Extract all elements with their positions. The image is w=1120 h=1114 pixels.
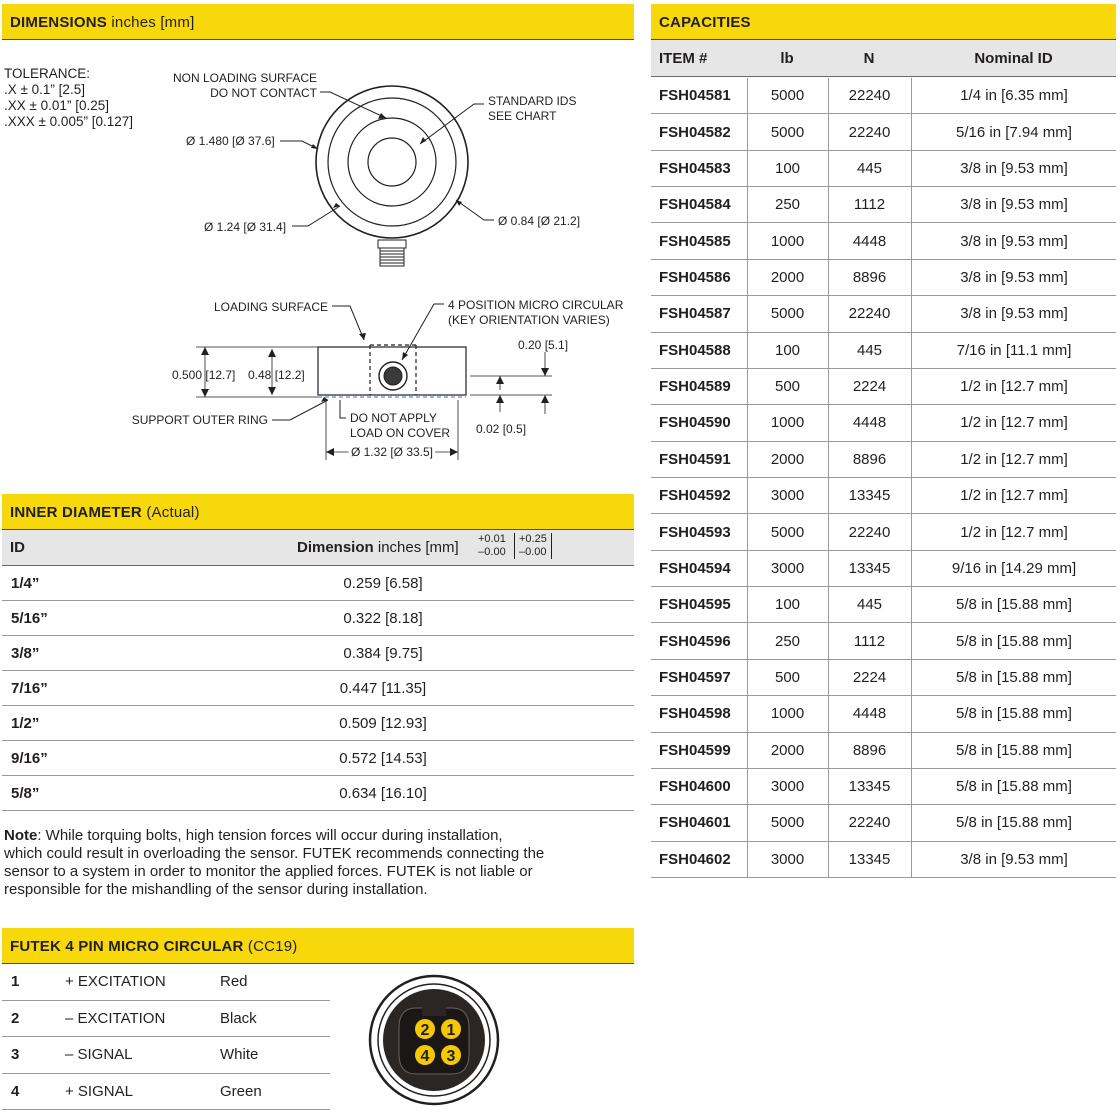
table-row <box>651 478 1116 514</box>
svg-text:3: 3 <box>446 1048 456 1065</box>
lb-cell: 250 <box>747 623 827 658</box>
dimension-cell: 0.384 [9.75] <box>343 644 423 662</box>
dim-020-label: 0.20 [5.1] <box>518 338 569 352</box>
dimension-cell: 0.634 [16.10] <box>339 784 427 802</box>
item-cell: FSH04597 <box>659 668 731 686</box>
lb-cell: 5000 <box>747 78 827 113</box>
load-on-cover-label: LOAD ON COVER <box>350 426 451 440</box>
tolerance-x: .X ± 0.1” [2.5] <box>4 82 85 97</box>
item-cell: FSH04584 <box>659 196 731 214</box>
lb-cell: 500 <box>747 660 827 695</box>
pin-2 <box>415 1019 435 1039</box>
lb-cell: 1000 <box>747 223 827 258</box>
note-label: Note <box>4 827 38 844</box>
capacities-header <box>651 4 1116 40</box>
dim-048-label: 0.48 [12.2] <box>248 368 305 382</box>
nominal-id-cell: 5/8 in [15.88 mm] <box>911 733 1116 768</box>
nominal-id-cell: 5/8 in [15.88 mm] <box>911 696 1116 731</box>
id-cell: 5/16” <box>11 609 48 627</box>
table-row <box>651 296 1116 332</box>
connector-header <box>2 928 634 964</box>
n-cell: 22240 <box>828 805 910 840</box>
table-row <box>2 776 634 811</box>
col-item: ITEM # <box>659 49 708 67</box>
pin-wire-color: Black <box>220 1009 257 1027</box>
n-cell: 4448 <box>828 696 910 731</box>
connector-nut <box>380 248 404 266</box>
tolerance-stack-mm <box>514 533 552 559</box>
col-lb: lb <box>780 49 794 67</box>
id-cell: 5/8” <box>11 784 40 802</box>
table-row <box>651 514 1116 550</box>
dim-002-label: 0.02 [0.5] <box>476 422 527 436</box>
note-block <box>4 827 632 899</box>
id-cell: 1/4” <box>11 574 40 592</box>
capacities-column-header <box>651 40 1116 77</box>
table-row <box>651 223 1116 259</box>
nominal-id-cell: 1/2 in [12.7 mm] <box>911 442 1116 477</box>
do-not-apply-label: DO NOT APPLY <box>350 411 437 425</box>
n-cell: 4448 <box>828 223 910 258</box>
lb-cell: 100 <box>747 333 827 368</box>
nominal-id-cell: 1/2 in [12.7 mm] <box>911 478 1116 513</box>
item-cell: FSH04600 <box>659 778 731 796</box>
table-row <box>2 1001 330 1038</box>
table-row <box>651 660 1116 696</box>
connector-diagram <box>368 970 500 1114</box>
nominal-id-cell: 5/8 in [15.88 mm] <box>911 660 1116 695</box>
lb-cell: 2000 <box>747 260 827 295</box>
pin-number: 2 <box>11 1009 20 1027</box>
n-cell: 8896 <box>828 733 910 768</box>
table-row <box>651 151 1116 187</box>
table-row <box>2 706 634 741</box>
do-not-contact-label: DO NOT CONTACT <box>210 86 317 100</box>
col-dimension-label: Dimension <box>297 539 374 556</box>
pin-wire-color: White <box>220 1046 259 1064</box>
item-cell: FSH04601 <box>659 814 731 832</box>
item-cell: FSH04596 <box>659 632 731 650</box>
lb-cell: 1000 <box>747 405 827 440</box>
table-row <box>651 733 1116 769</box>
id-cell: 3/8” <box>11 644 40 662</box>
tol-mm-plus: +0.25 <box>519 533 547 545</box>
nominal-id-cell: 5/8 in [15.88 mm] <box>911 587 1116 622</box>
pin-wire-color: Red <box>220 973 248 991</box>
loading-surface-label: LOADING SURFACE <box>213 300 328 314</box>
lb-cell: 250 <box>747 187 827 222</box>
svg-text:1: 1 <box>446 1022 456 1039</box>
non-loading-surface-label: NON LOADING SURFACE <box>172 71 317 85</box>
note-line-4: responsible for the mishandling of the sensor during installation. <box>4 881 428 898</box>
lb-cell: 5000 <box>747 805 827 840</box>
connector-subtitle: (CC19) <box>247 938 298 955</box>
pin-4 <box>415 1045 435 1065</box>
pin-signal: – EXCITATION <box>65 1009 166 1027</box>
pin-number: 4 <box>11 1082 20 1100</box>
pin-wire-color: Green <box>220 1082 262 1100</box>
table-row <box>651 769 1116 805</box>
n-cell: 1112 <box>828 623 910 658</box>
n-cell: 2224 <box>828 660 910 695</box>
dimension-cell: 0.572 [14.53] <box>339 749 427 767</box>
item-cell: FSH04592 <box>659 487 731 505</box>
nominal-id-cell: 5/8 in [15.88 mm] <box>911 623 1116 658</box>
tolerance-label: TOLERANCE: <box>4 66 91 81</box>
item-cell: FSH04590 <box>659 414 731 432</box>
lb-cell: 2000 <box>747 733 827 768</box>
nominal-id-cell: 5/16 in [7.94 mm] <box>911 114 1116 149</box>
connector-title: FUTEK 4 PIN MICRO CIRCULAR <box>10 938 244 955</box>
n-cell: 13345 <box>828 769 910 804</box>
inner-diameter-column-header <box>2 530 634 566</box>
table-row <box>651 587 1116 623</box>
n-cell: 445 <box>828 587 910 622</box>
lb-cell: 100 <box>747 587 827 622</box>
nominal-id-cell: 3/8 in [9.53 mm] <box>911 223 1116 258</box>
n-cell: 8896 <box>828 442 910 477</box>
table-row <box>2 566 634 601</box>
item-cell: FSH04598 <box>659 705 731 723</box>
col-n: N <box>863 49 875 67</box>
table-row <box>2 964 330 1001</box>
n-cell: 13345 <box>828 842 910 877</box>
table-row <box>2 636 634 671</box>
lb-cell: 100 <box>747 151 827 186</box>
nominal-id-cell: 1/4 in [6.35 mm] <box>911 78 1116 113</box>
item-cell: FSH04593 <box>659 523 731 541</box>
item-cell: FSH04588 <box>659 341 731 359</box>
n-cell: 4448 <box>828 405 910 440</box>
tol-in-minus: –0.00 <box>478 546 506 558</box>
key-orientation-label: (KEY ORIENTATION VARIES) <box>448 313 610 327</box>
nominal-id-cell: 3/8 in [9.53 mm] <box>911 260 1116 295</box>
dimensions-title: DIMENSIONS <box>10 14 108 31</box>
lb-cell: 2000 <box>747 442 827 477</box>
nominal-id-cell: 1/2 in [12.7 mm] <box>911 369 1116 404</box>
nominal-id-cell: 3/8 in [9.53 mm] <box>911 842 1116 877</box>
n-cell: 22240 <box>828 78 910 113</box>
n-cell: 22240 <box>828 514 910 549</box>
table-row <box>651 369 1116 405</box>
item-cell: FSH04586 <box>659 268 731 286</box>
table-row <box>651 442 1116 478</box>
tol-mm-minus: –0.00 <box>519 546 547 558</box>
table-row <box>2 741 634 776</box>
col-nominal-id: Nominal ID <box>974 49 1053 67</box>
item-cell: FSH04591 <box>659 450 731 468</box>
id-cell: 9/16” <box>11 749 48 767</box>
pin-number: 1 <box>11 973 20 991</box>
table-row <box>651 805 1116 841</box>
lb-cell: 3000 <box>747 551 827 586</box>
dimension-cell: 0.259 [6.58] <box>343 574 423 592</box>
svg-text:2: 2 <box>420 1022 430 1039</box>
dimensions-units: inches [mm] <box>111 14 195 31</box>
dia-132-label: Ø 1.32 [Ø 33.5] <box>350 445 434 459</box>
dim-0500-label: 0.500 [12.7] <box>172 368 236 382</box>
svg-text:4: 4 <box>420 1048 430 1065</box>
see-chart-label: SEE CHART <box>488 109 557 123</box>
tolerance-xxx: .XXX ± 0.005” [0.127] <box>4 114 133 129</box>
micro-circular-label: 4 POSITION MICRO CIRCULAR <box>448 298 624 312</box>
pin-3 <box>441 1045 461 1065</box>
item-cell: FSH04595 <box>659 596 731 614</box>
table-row <box>651 114 1116 150</box>
id-cell: 1/2” <box>11 714 40 732</box>
item-cell: FSH04594 <box>659 559 731 577</box>
nominal-id-cell: 3/8 in [9.53 mm] <box>911 187 1116 222</box>
top-view-drawing <box>280 86 494 266</box>
dimension-drawing <box>0 40 640 480</box>
table-row <box>651 260 1116 296</box>
item-cell: FSH04585 <box>659 232 731 250</box>
n-cell: 13345 <box>828 551 910 586</box>
item-cell: FSH04602 <box>659 850 731 868</box>
lb-cell: 1000 <box>747 696 827 731</box>
item-cell: FSH04599 <box>659 741 731 759</box>
table-row <box>2 671 634 706</box>
item-cell: FSH04589 <box>659 378 731 396</box>
lb-cell: 3000 <box>747 478 827 513</box>
table-row <box>2 1037 330 1074</box>
dimension-cell: 0.509 [12.93] <box>339 714 427 732</box>
inner-diameter-header <box>2 494 634 530</box>
n-cell: 13345 <box>828 478 910 513</box>
item-cell: FSH04583 <box>659 159 731 177</box>
table-row <box>651 696 1116 732</box>
n-cell: 2224 <box>828 369 910 404</box>
n-cell: 22240 <box>828 296 910 331</box>
nominal-id-cell: 5/8 in [15.88 mm] <box>911 805 1116 840</box>
nominal-id-cell: 5/8 in [15.88 mm] <box>911 769 1116 804</box>
capacities-title: CAPACITIES <box>659 14 751 31</box>
pin-1 <box>441 1019 461 1039</box>
n-cell: 445 <box>828 151 910 186</box>
pin-number: 3 <box>11 1046 20 1064</box>
n-cell: 445 <box>828 333 910 368</box>
support-outer-ring-label: SUPPORT OUTER RING <box>131 413 268 427</box>
item-cell: FSH04582 <box>659 123 731 141</box>
col-id: ID <box>10 539 25 556</box>
table-row <box>651 623 1116 659</box>
nominal-id-cell: 3/8 in [9.53 mm] <box>911 151 1116 186</box>
table-row <box>651 842 1116 878</box>
pin-signal: – SIGNAL <box>65 1046 133 1064</box>
n-cell: 1112 <box>828 187 910 222</box>
dimension-cell: 0.447 [11.35] <box>339 679 427 697</box>
dimension-cell: 0.322 [8.18] <box>343 609 423 627</box>
pin-signal: + EXCITATION <box>65 973 166 991</box>
dimensions-header <box>2 4 634 40</box>
col-dimension-units: inches [mm] <box>377 539 459 556</box>
outer-circle <box>316 86 468 238</box>
standard-ids-label: STANDARD IDS <box>488 94 577 108</box>
item-cell: FSH04581 <box>659 87 731 105</box>
pin-signal: + SIGNAL <box>65 1082 133 1100</box>
nominal-id-cell: 3/8 in [9.53 mm] <box>911 296 1116 331</box>
inner-diameter-label: Ø 0.84 [Ø 21.2] <box>498 214 581 228</box>
inner-diameter-title: INNER DIAMETER <box>10 504 142 521</box>
n-cell: 8896 <box>828 260 910 295</box>
table-row <box>651 551 1116 587</box>
lb-cell: 5000 <box>747 296 827 331</box>
nominal-id-cell: 1/2 in [12.7 mm] <box>911 514 1116 549</box>
nominal-id-cell: 7/16 in [11.1 mm] <box>911 333 1116 368</box>
tol-in-plus: +0.01 <box>478 533 506 545</box>
nominal-id-cell: 9/16 in [14.29 mm] <box>911 551 1116 586</box>
outer-diameter-label: Ø 1.480 [Ø 37.6] <box>186 134 275 148</box>
id-cell: 7/16” <box>11 679 48 697</box>
table-row <box>651 333 1116 369</box>
middle-diameter-label: Ø 1.24 [Ø 31.4] <box>204 220 287 234</box>
table-row <box>2 1074 330 1111</box>
table-row <box>651 187 1116 223</box>
nominal-id-cell: 1/2 in [12.7 mm] <box>911 405 1116 440</box>
inner-diameter-subtitle: (Actual) <box>146 504 200 521</box>
table-row <box>651 405 1116 441</box>
table-row <box>2 601 634 636</box>
tolerance-xx: .XX ± 0.01” [0.25] <box>4 98 109 113</box>
note-line-1: : While torquing bolts, high tension forces will occur during installation, <box>37 827 503 844</box>
n-cell: 22240 <box>828 114 910 149</box>
lb-cell: 500 <box>747 369 827 404</box>
tolerance-stack <box>478 533 506 559</box>
lb-cell: 5000 <box>747 514 827 549</box>
lb-cell: 3000 <box>747 842 827 877</box>
lb-cell: 3000 <box>747 769 827 804</box>
col-dimension <box>297 530 459 565</box>
note-line-3: sensor to a system in order to monitor the applied forces. FUTEK is not liable or <box>4 863 533 880</box>
note-line-2: which could result in overloading the sensor. FUTEK recommends connecting the <box>4 845 545 862</box>
lb-cell: 5000 <box>747 114 827 149</box>
item-cell: FSH04587 <box>659 305 731 323</box>
table-row <box>651 78 1116 114</box>
